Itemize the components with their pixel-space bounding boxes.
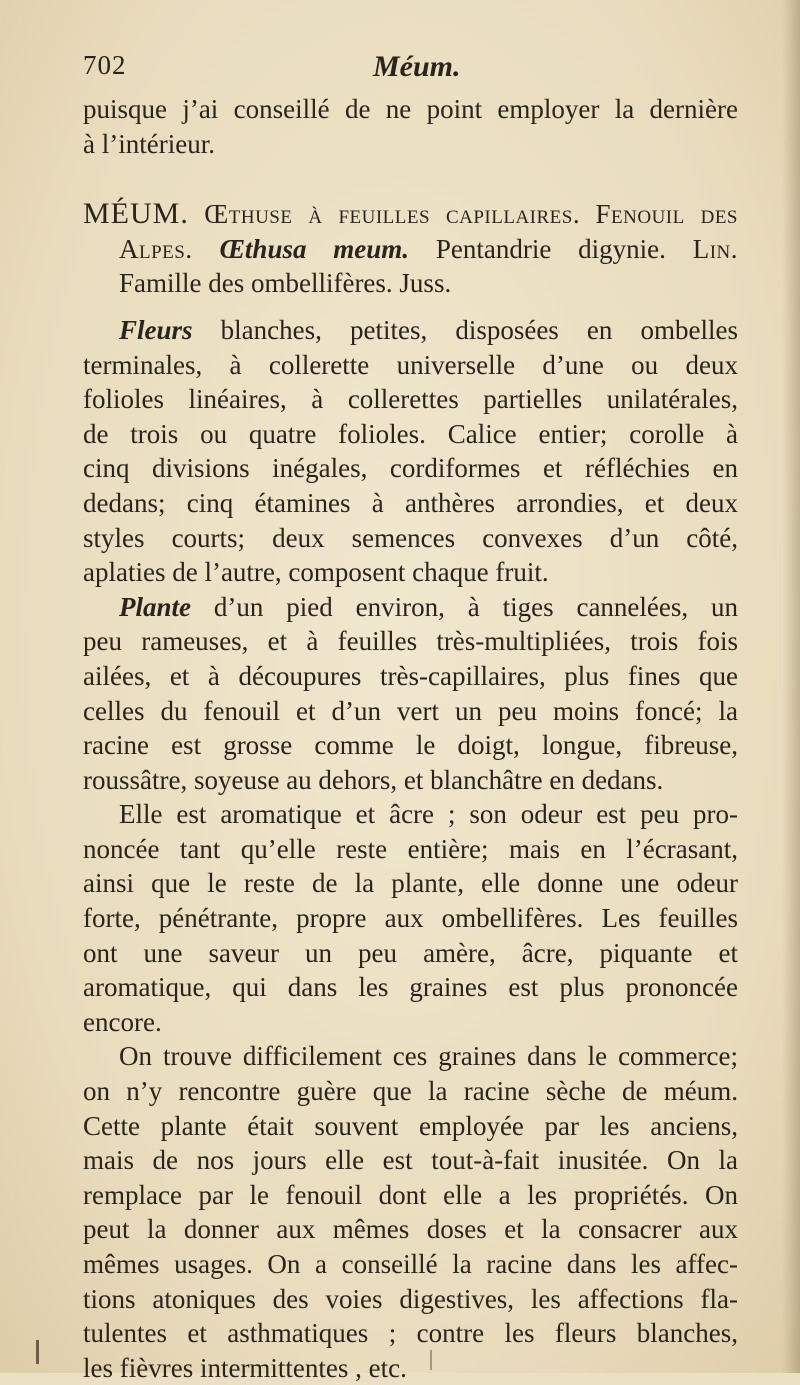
plante-line: racine est grosse comme le doigt, longue, fibreuse, (83, 730, 738, 761)
running-head: Méum. (373, 50, 461, 83)
elle-line: encore. (83, 1006, 162, 1037)
page-body (83, 92, 738, 1385)
on-line: mêmes usages. On a conseillé la racine dans les affec- (83, 1249, 738, 1279)
elle-line: ont une saveur un peu amère, âcre, piquante et (83, 937, 738, 968)
page-edge-shadow (782, 0, 800, 1373)
plante-line: roussâtre, soyeuse au dehors, et blanchâtre en dedans. (83, 764, 664, 795)
elle-line: Elle est aromatique et âcre ; son odeur est peu pro- (119, 799, 738, 830)
elle-line: ainsi que le reste de la plante, elle donne une odeur (83, 868, 738, 899)
on-line: Cette plante était souvent employée par les anciens, (83, 1110, 738, 1141)
on-line: remplace par le fenouil dont elle a les propriétés. On (83, 1179, 738, 1210)
page-header (83, 50, 723, 90)
page-number: 702 (83, 50, 127, 80)
on-line: tions atoniques des voies digestives, les affections fla- (83, 1283, 738, 1314)
entry-heading-line (83, 197, 738, 232)
plante-text: d’un pied environ, à tiges cannelées, un (213, 591, 739, 622)
print-mark (430, 1350, 432, 1370)
fleurs-line: dedans; cinq étamines à anthères arrondies, et deux (83, 487, 738, 518)
fleurs-lead: Fleurs (119, 314, 193, 345)
elle-line: aromatique, qui dans les graines est plus prononcée (83, 972, 738, 1003)
entry-classification: Pentandrie digynie. (435, 233, 666, 264)
entry-latin-name: Œthusa meum. (219, 233, 410, 264)
elle-line: noncée tant qu’elle reste entière; mais en l’écrasant, (83, 833, 738, 864)
entry-authority: Lin. (692, 233, 739, 264)
entry-family: Famille des ombellifères. Juss. (119, 268, 452, 299)
fleurs-line: folioles linéaires, à collerettes partielles unilatérales, (83, 384, 738, 415)
fleurs-line: cinq divisions inégales, cordiformes et réfléchies en (83, 453, 738, 484)
on-line: peut la donner aux mêmes doses et la consacrer aux (83, 1214, 738, 1245)
plante-line: ailées, et à découpures très-capillaires, plus fines que (83, 660, 738, 691)
plante-line (83, 590, 738, 625)
plante-line: peu rameuses, et à feuilles très-multipliées, trois fois (83, 626, 738, 657)
entry-common-name: Œthuse à feuilles capillaires. (204, 199, 581, 230)
on-line: On trouve difficilement ces graines dans le commerce; (119, 1041, 738, 1072)
intro-line: puisque j’ai conseillé de ne point employer la dernière (83, 94, 738, 124)
on-line: mais de nos jours elle est tout-à-fait inusitée. On la (83, 1145, 738, 1176)
fleurs-line: terminales, à collerette universelle d’une ou deux (83, 349, 738, 380)
fleurs-line: de trois ou quatre folioles. Calice entier; corolle à (83, 418, 738, 449)
elle-line: forte, pénétrante, propre aux ombellifères. Les feuilles (83, 903, 738, 934)
entry-synonym: Fenouil des (595, 199, 739, 230)
print-mark (36, 1340, 39, 1364)
entry-heading-line (83, 232, 738, 267)
on-line: on n’y rencontre guère que la racine sèche de méum. (83, 1076, 738, 1107)
entry-title: MÉUM. (83, 197, 189, 231)
fleurs-line (83, 313, 738, 348)
on-line: tulentes et asthmatiques ; contre les fleurs blanches, (83, 1318, 738, 1349)
fleurs-text: blanches, petites, disposées en ombelles (220, 314, 739, 345)
plante-lead: Plante (119, 591, 191, 622)
fleurs-line: styles courts; deux semences convexes d’un côté, (83, 522, 738, 553)
intro-line: à l’intérieur. (83, 128, 215, 159)
fleurs-line: aplaties de l’autre, composent chaque fruit. (83, 557, 549, 588)
on-line: les fièvres intermittentes , etc. (83, 1352, 407, 1383)
entry-synonym-cont: Alpes. (119, 233, 193, 264)
plante-line: celles du fenouil et d’un vert un peu moins foncé; la (83, 695, 738, 726)
